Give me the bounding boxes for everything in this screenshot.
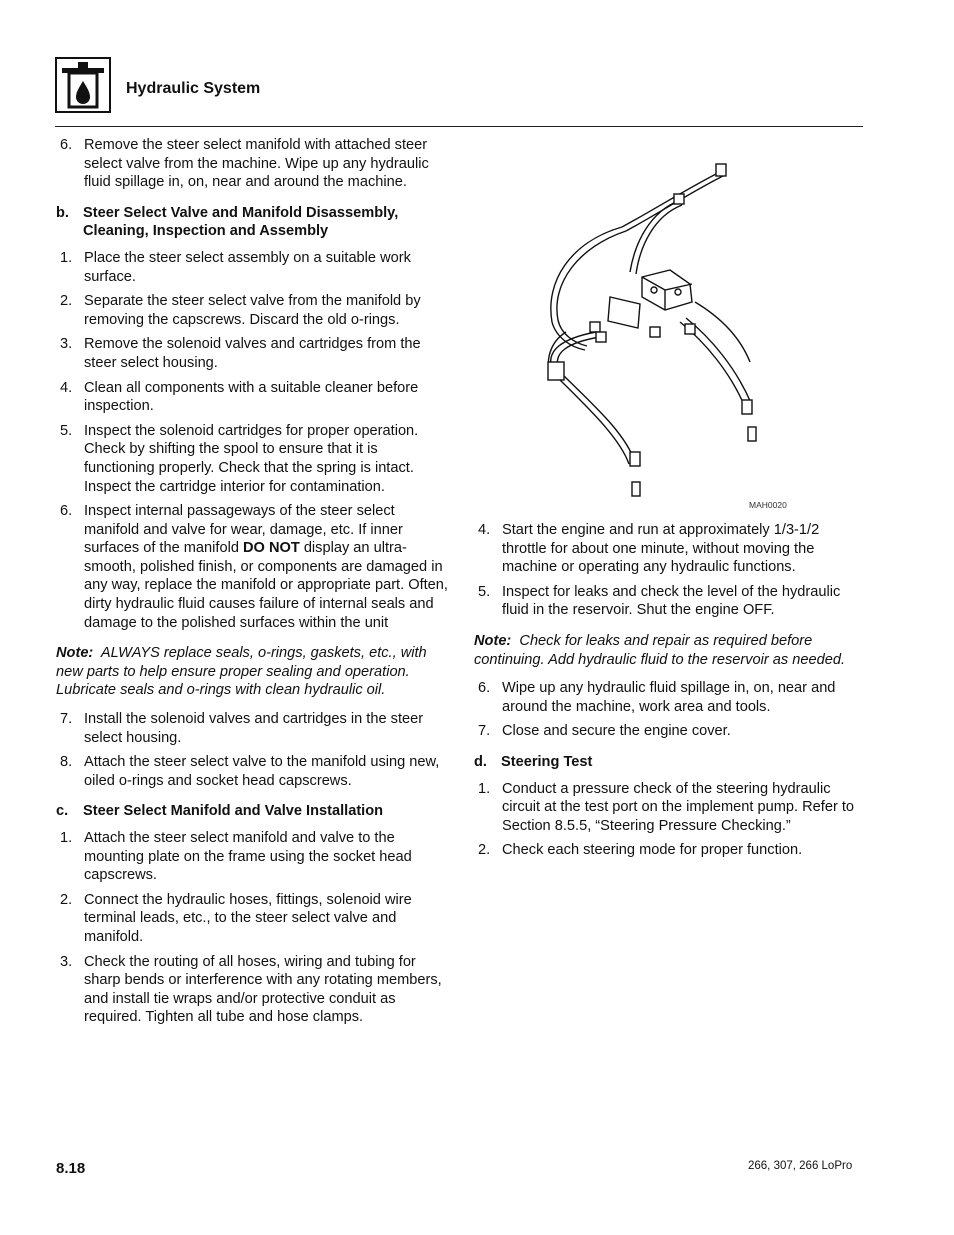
section-heading-c: c. Steer Select Manifold and Valve Installation (56, 803, 384, 820)
right-column (474, 521, 866, 866)
list-item: 2. Connect the hydraulic hoses, fittings, solenoid wire terminal leads, etc., to the steer select valve and manifold. (60, 891, 412, 945)
hydraulic-system-icon (55, 57, 111, 113)
list-item: 6. Wipe up any hydraulic fluid spillage in, on, near and around the machine, work area and tools. (478, 680, 836, 715)
list-item: 2. Check each steering mode for proper function. (478, 842, 803, 859)
section-heading-d: d. Steering Test (474, 753, 593, 770)
list-item: 3. Remove the solenoid valves and cartridges from the steer select housing. (60, 336, 421, 371)
model-list: 266, 307, 266 LoPro (748, 1160, 853, 1172)
list-item: 7. Install the solenoid valves and cartridges in the steer select housing. (60, 711, 424, 746)
list-item: 4. Start the engine and run at approximately 1/3-1/2 throttle for about one minute, without moving the machine or operating any hydraulic functions. (478, 522, 820, 576)
list-item: 1. Attach the steer select manifold and valve to the mounting plate on the frame using the socket head capscrews. (60, 830, 412, 884)
list-item: 1. Conduct a pressure check of the steering hydraulic circuit at the test port on the implement pump. Refer to Section 8.5.5, “Steering Pressure Checking.” (478, 780, 855, 834)
left-column (56, 136, 448, 1033)
list-item: 4. Clean all components with a suitable cleaner before inspection. (60, 379, 419, 415)
list-item: 3. Check the routing of all hoses, wiring and tubing for sharp bends or interference with any rotating members, and install tie wraps and/or protective conduit as required. Tighten all tube and hose clamps. (60, 953, 442, 1026)
list-item: 2. Separate the steer select valve from the manifold by removing the capscrews. Discard the old o-rings. (60, 293, 421, 328)
list-item: 6. Remove the steer select manifold with attached steer select valve from the machine. Wipe up any hydraulic fluid spillage in, on, near and around the machine. (60, 137, 429, 191)
section-heading-b: b. Steer Select Valve and Manifold Disassembly, Cleaning, Inspection and Assembly (56, 204, 399, 240)
header-divider (55, 126, 863, 127)
steer-select-manifold-diagram (530, 152, 800, 517)
list-item: 6. Inspect internal passageways of the steer select manifold and valve for wear, damage, etc. If inner surfaces of the manifold DO NOT display an ultra-smooth, polished finish, or components are damaged in any way, replace the manifold or appropriate part. Often, dirty hydraulic fluid causes failure of internal seals and damage to the polished surfaces within the unit (60, 503, 448, 631)
list-item: 1. Place the steer select assembly on a suitable work surface. (60, 249, 411, 285)
note: Note: Check for leaks and repair as required before continuing. Add hydraulic fluid to the reservoir as needed. (474, 632, 846, 668)
figure-label: MAH0020 (749, 500, 787, 510)
list-item: 5. Inspect for leaks and check the level of the hydraulic fluid in the reservoir. Shut the engine OFF. (478, 583, 841, 619)
list-item: 8. Attach the steer select valve to the manifold using new, oiled o-rings and socket head capscrews. (60, 754, 440, 789)
section-title: Hydraulic System (126, 80, 261, 97)
page-number: 8.18 (56, 1160, 86, 1177)
list-item: 7. Close and secure the engine cover. (478, 723, 731, 740)
list-item: 5. Inspect the solenoid cartridges for proper operation. Check by shifting the spool to ensure that it is functioning properly. Check that the spring is intact. Inspect the cartridge interior for contamination. (60, 422, 419, 495)
note: Note: ALWAYS replace seals, o-rings, gaskets, etc., with new parts to help ensure proper sealing and operation. Lubricate seals and o-rings with clean hydraulic oil. (56, 645, 427, 699)
